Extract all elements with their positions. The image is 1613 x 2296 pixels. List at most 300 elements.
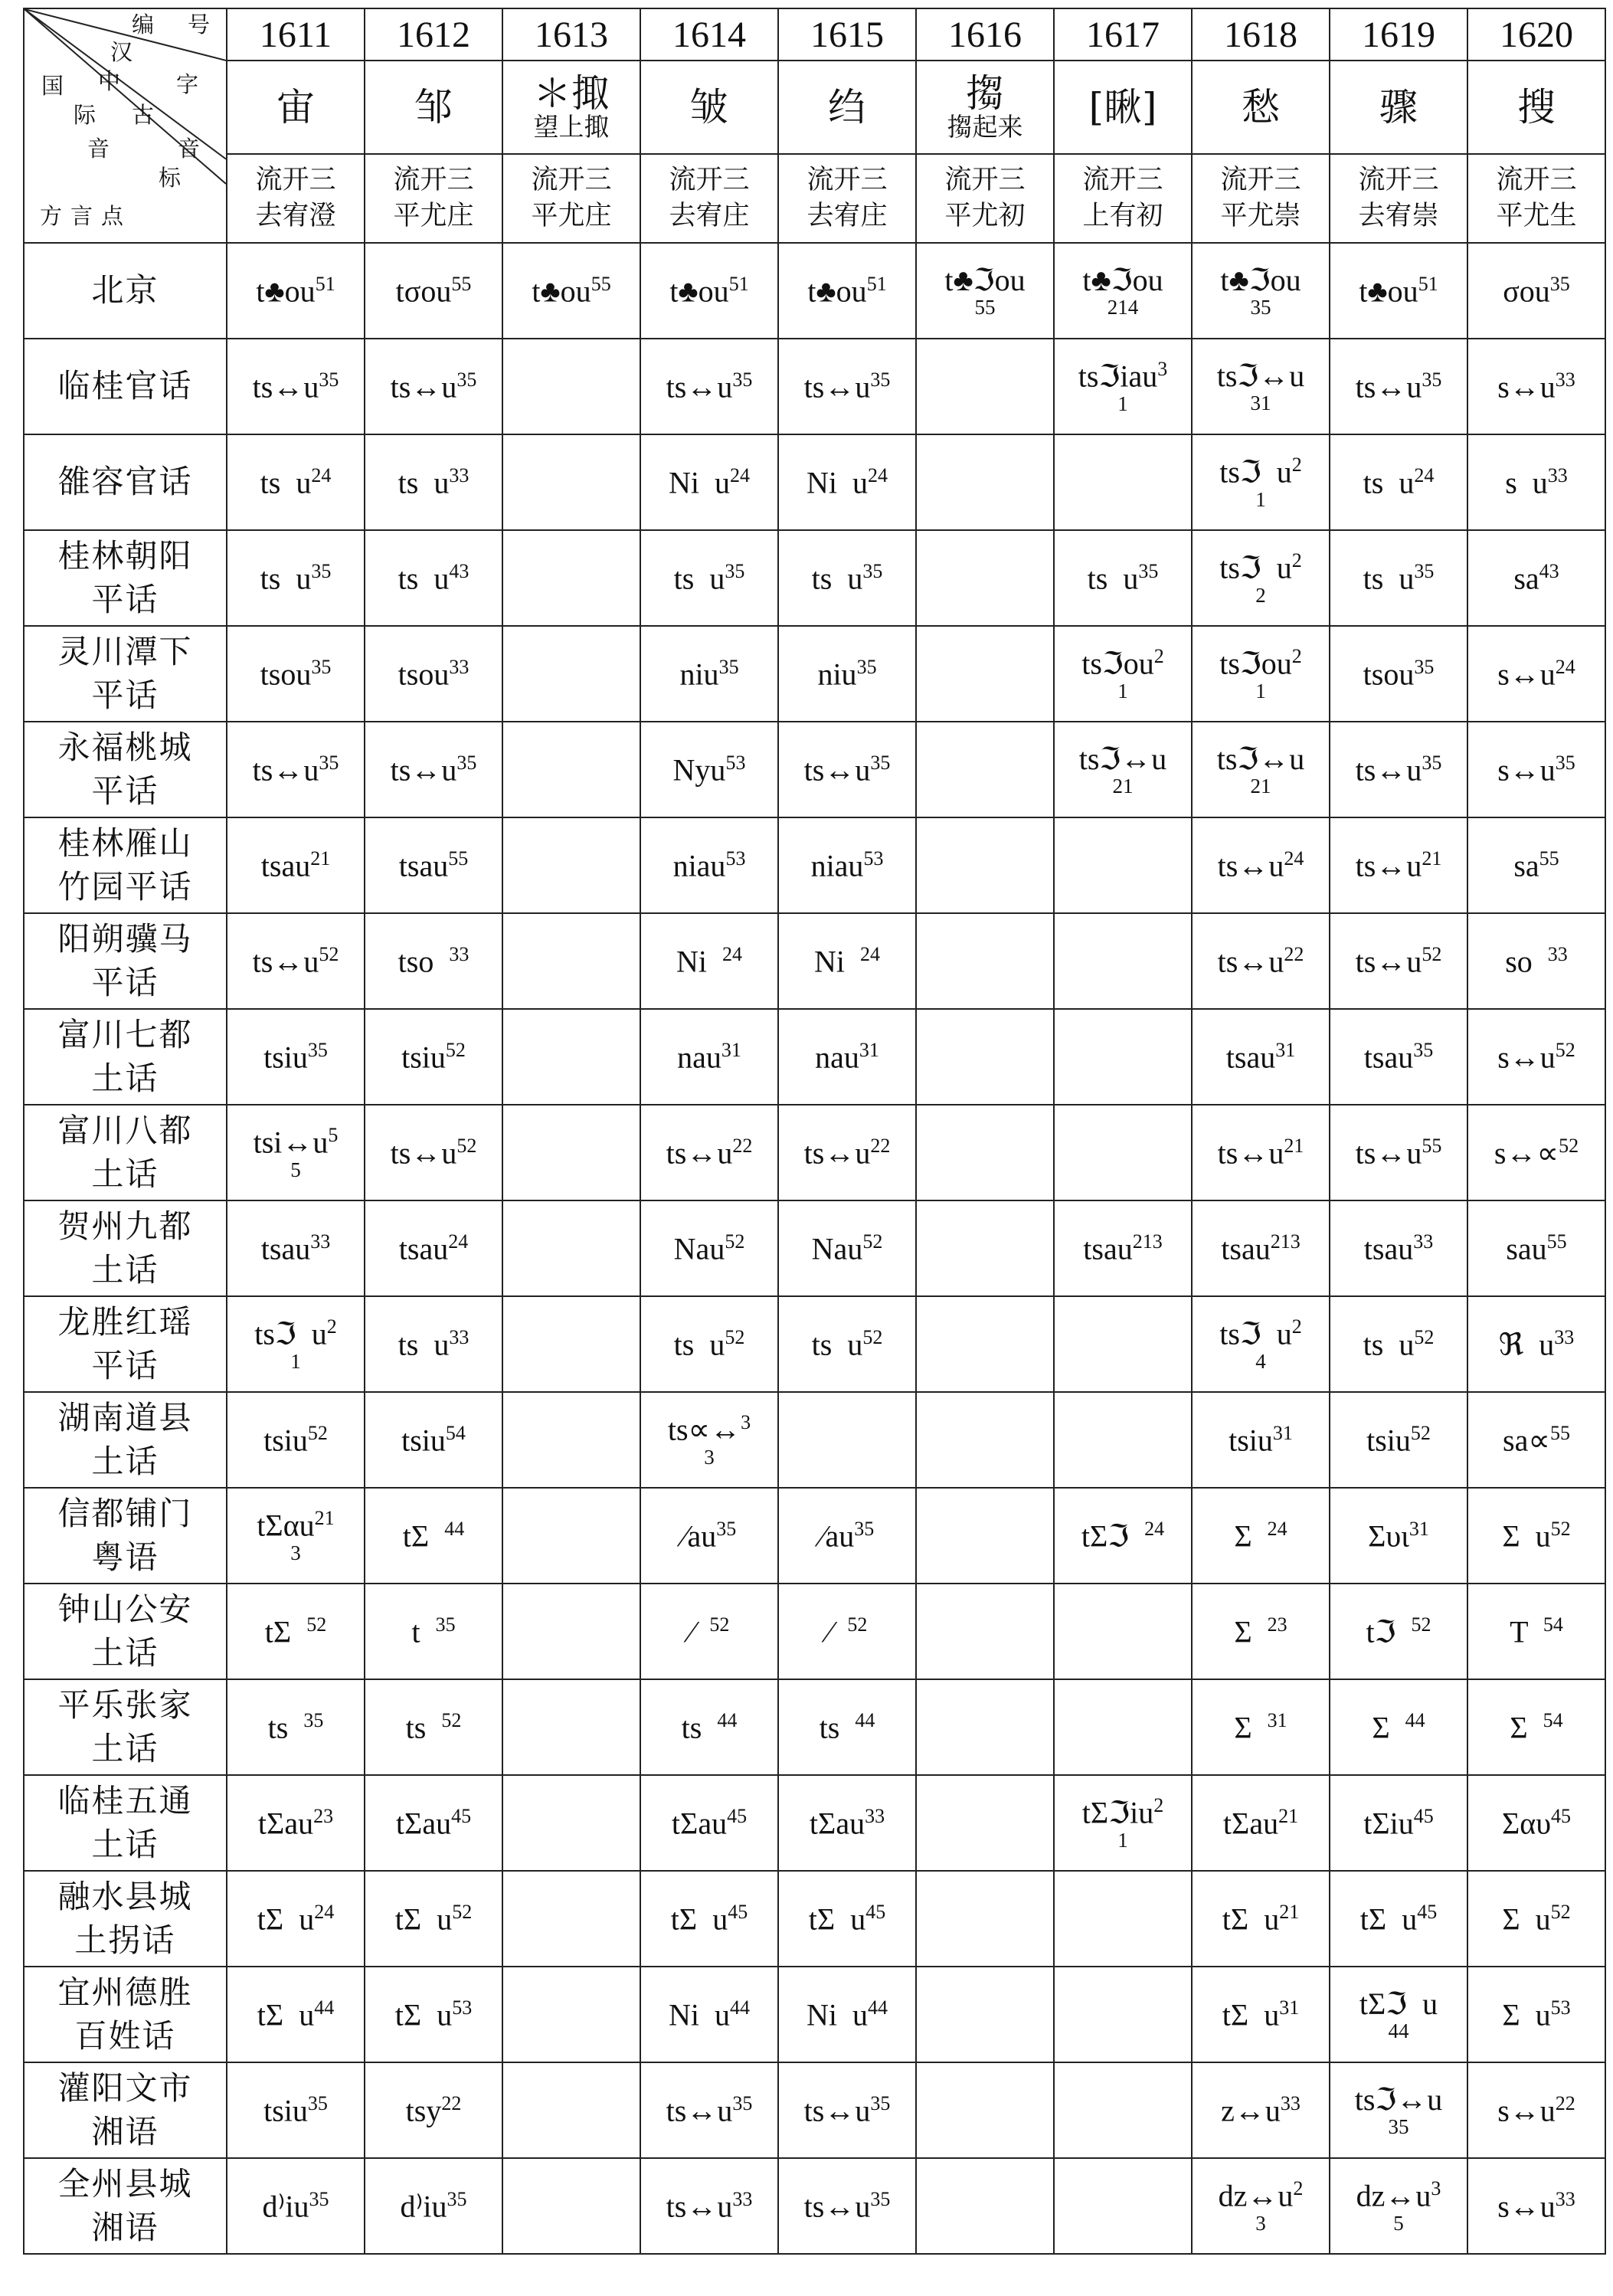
pronunciation-line — [779, 273, 915, 308]
pronunciation-line — [1468, 1997, 1605, 2032]
pronunciation-line — [779, 848, 915, 883]
pronunciation-cell — [227, 1105, 365, 1200]
ipa-transcription: tsℑ u — [1219, 550, 1292, 585]
tone-number: 35 — [435, 1613, 456, 1636]
character-glyph: 皱 — [690, 84, 728, 129]
pronunciation-cell — [227, 1679, 365, 1775]
pronunciation-line — [227, 465, 364, 499]
pronunciation-line — [779, 1997, 915, 2032]
ipa-transcription: Ni — [676, 944, 722, 979]
ipa-transcription: ts↔u — [803, 752, 871, 788]
pronunciation-line — [779, 752, 915, 787]
pronunciation-line — [1330, 2178, 1467, 2212]
entry-number: 1619 — [1330, 8, 1467, 61]
pronunciation-cell — [1467, 434, 1605, 530]
ipa-transcription: ts↔u — [1355, 752, 1422, 788]
entry-number: 1618 — [1192, 8, 1330, 61]
ipa-transcription: tsau — [260, 848, 311, 883]
character-note: 望上掫 — [533, 112, 610, 142]
pronunciation-cell — [365, 530, 502, 626]
pronunciation-line — [641, 2189, 777, 2223]
entry-number: 1617 — [1054, 8, 1192, 61]
pronunciation-line — [641, 1327, 777, 1361]
ipa-transcription: ts↔u — [390, 752, 457, 788]
pronunciation-cell — [778, 817, 916, 913]
dialect-row — [24, 243, 1605, 339]
middle-chinese-category — [1330, 154, 1467, 243]
tone-number: 52 — [445, 1038, 466, 1061]
ipa-transcription: Σ — [1372, 1710, 1405, 1745]
dialect-row — [24, 1392, 1605, 1488]
tone-number: 21 — [1279, 1900, 1300, 1923]
tone-number-wrapped: 1 — [1255, 679, 1266, 703]
tone-number: 44 — [717, 1708, 738, 1731]
pronunciation-line — [641, 1518, 777, 1553]
pronunciation-cell — [227, 722, 365, 817]
location-line: 富川八都 — [57, 1111, 193, 1149]
pronunciation-cell — [1330, 530, 1467, 626]
pronunciation-cell — [1330, 626, 1467, 722]
tone-number: 52 — [725, 1230, 745, 1253]
pronunciation-cell — [365, 817, 502, 913]
pronunciation-cell — [1054, 1775, 1192, 1871]
pronunciation-cell — [502, 1871, 640, 1967]
tone-number: 55 — [1546, 1230, 1567, 1253]
ipa-transcription: dz↔u — [1356, 2178, 1431, 2213]
pronunciation-cell — [1467, 1967, 1605, 2062]
tone-number: 35 — [311, 655, 332, 678]
tone-number: 35 — [309, 2187, 329, 2210]
location-line: 雒容官话 — [57, 463, 193, 501]
ipa-transcription: Σ u — [1502, 1901, 1551, 1937]
pronunciation-cell — [365, 339, 502, 434]
pronunciation-cell — [502, 626, 640, 722]
pronunciation-cell — [916, 722, 1054, 817]
pronunciation-line — [1193, 1614, 1329, 1649]
ipa-transcription: s↔∝ — [1494, 1135, 1559, 1171]
pronunciation-line — [641, 657, 777, 691]
pronunciation-cell — [778, 1584, 916, 1679]
pronunciation-cell — [1330, 817, 1467, 913]
tone-number: 35 — [311, 559, 332, 582]
character-glyph: [瞅] — [1088, 84, 1157, 129]
pronunciation-line — [1468, 1710, 1605, 1744]
corner-label: 号 — [188, 11, 211, 38]
pronunciation-cell — [916, 913, 1054, 1009]
tone-number: 55 — [591, 272, 611, 295]
pronunciation-line — [1330, 1614, 1467, 1649]
pronunciation-cell — [1330, 434, 1467, 530]
tone-number: 31 — [1279, 1996, 1300, 2019]
pronunciation-line — [365, 1423, 502, 1457]
tone-number: 35 — [307, 2091, 328, 2114]
dialect-row — [24, 1488, 1605, 1584]
category-line: 流开三 — [1358, 164, 1439, 195]
tone-number: 52 — [1559, 1134, 1579, 1157]
pronunciation-cell — [227, 1488, 365, 1584]
pronunciation-line — [779, 1135, 915, 1170]
pronunciation-line — [779, 465, 915, 499]
ipa-transcription: ts u — [398, 561, 450, 596]
middle-chinese-category — [1054, 154, 1192, 243]
tone-number: 54 — [1543, 1708, 1563, 1731]
pronunciation-cell — [916, 1392, 1054, 1488]
tone-number: 24 — [722, 942, 742, 965]
ipa-transcription: tΣiu — [1363, 1806, 1414, 1841]
pronunciation-cell — [778, 1967, 916, 2062]
ipa-transcription: s u — [1505, 465, 1548, 500]
pronunciation-line — [227, 2189, 364, 2223]
pronunciation-cell — [1330, 913, 1467, 1009]
ipa-transcription: tΣau — [809, 1806, 865, 1841]
ipa-transcription: Σ — [1234, 1710, 1268, 1745]
pronunciation-cell — [778, 2158, 916, 2254]
pronunciation-cell — [640, 434, 778, 530]
pronunciation-line — [1330, 944, 1467, 978]
pronunciation-cell — [365, 1584, 502, 1679]
ipa-transcription: tsiu — [263, 1423, 308, 1458]
pronunciation-cell — [1467, 339, 1605, 434]
ipa-transcription: dz↔u — [1218, 2178, 1294, 2213]
pronunciation-cell — [640, 1775, 778, 1871]
pronunciation-line — [227, 1316, 364, 1351]
ipa-transcription: tsℑou — [1081, 646, 1154, 681]
pronunciation-line — [1193, 1316, 1329, 1351]
pronunciation-cell — [1330, 722, 1467, 817]
pronunciation-cell — [1192, 530, 1330, 626]
ipa-transcription: tΣau — [257, 1806, 314, 1841]
pronunciation-cell — [502, 530, 640, 626]
tone-number: 52 — [862, 1230, 883, 1253]
tone-number: 24 — [1284, 847, 1304, 870]
ipa-transcription: sa — [1513, 848, 1539, 883]
pronunciation-line — [1055, 561, 1191, 595]
pronunciation-cell — [502, 1392, 640, 1488]
dialect-location — [24, 1584, 227, 1679]
location-line: 平话 — [91, 771, 159, 810]
ipa-transcription: tΣ u — [394, 1997, 453, 2032]
pronunciation-line — [641, 1614, 777, 1649]
pronunciation-cell — [1467, 722, 1605, 817]
tone-number: 2 — [1153, 1794, 1164, 1817]
tone-number: 55 — [1539, 847, 1559, 870]
ipa-transcription: tsou — [260, 657, 312, 692]
pronunciation-cell — [365, 913, 502, 1009]
ipa-transcription: tsiu — [1229, 1423, 1273, 1458]
entry-character — [916, 61, 1054, 154]
pronunciation-line — [227, 273, 364, 308]
location-line: 临桂五通 — [57, 1781, 193, 1819]
pronunciation-line — [1468, 1518, 1605, 1553]
ipa-transcription: tso — [398, 944, 450, 979]
location-line: 龙胜红瑶 — [57, 1302, 193, 1341]
category-line: 去宥崇 — [1358, 201, 1439, 231]
location-line: 灵川潭下 — [57, 632, 193, 670]
pronunciation-line — [641, 273, 777, 308]
ipa-transcription: ts↔u — [252, 944, 319, 979]
character-note: 搊起来 — [947, 112, 1023, 142]
ipa-transcription: tsiu — [1366, 1423, 1411, 1458]
pronunciation-line — [1330, 2083, 1467, 2117]
pronunciation-line — [1193, 1231, 1329, 1266]
character-glyph: 骤 — [1379, 84, 1418, 129]
location-line: 全州县城 — [57, 2164, 193, 2203]
pronunciation-cell — [227, 626, 365, 722]
pronunciation-cell — [778, 1392, 916, 1488]
pronunciation-line — [1193, 1423, 1329, 1457]
pronunciation-cell — [1054, 1009, 1192, 1105]
pronunciation-cell — [1054, 1200, 1192, 1296]
corner-label: 音 — [87, 136, 110, 162]
location-line: 竹园平话 — [57, 867, 193, 906]
pronunciation-cell — [1467, 1871, 1605, 1967]
pronunciation-cell — [1192, 817, 1330, 913]
tone-number: 35 — [1422, 368, 1442, 391]
pronunciation-cell — [502, 1679, 640, 1775]
tone-number: 33 — [310, 1230, 331, 1253]
tone-number: 33 — [1554, 1325, 1575, 1348]
ipa-transcription: so — [1505, 944, 1548, 979]
location-line: 平话 — [91, 963, 159, 1001]
ipa-transcription: ts↔u — [666, 2093, 733, 2128]
pronunciation-cell — [227, 1775, 365, 1871]
pronunciation-cell — [1192, 1105, 1330, 1200]
ipa-transcription: ts u — [673, 561, 725, 596]
tone-number: 24 — [314, 1900, 335, 1923]
pronunciation-cell — [365, 434, 502, 530]
tone-number: 24 — [448, 1230, 469, 1253]
tone-number: 33 — [1555, 368, 1575, 391]
pronunciation-cell — [640, 1392, 778, 1488]
pronunciation-cell — [1192, 1679, 1330, 1775]
pronunciation-line — [641, 1901, 777, 1936]
pronunciation-cell — [916, 434, 1054, 530]
ipa-transcription: ts u — [1363, 465, 1415, 500]
tone-number: 33 — [449, 1325, 470, 1348]
location-line: 土话 — [91, 1729, 159, 1767]
pronunciation-line — [365, 1710, 502, 1744]
corner-label: 古 — [132, 102, 155, 128]
tone-number: 45 — [865, 1900, 886, 1923]
pronunciation-cell — [1467, 817, 1605, 913]
tone-number: 52 — [307, 1421, 328, 1444]
pronunciation-line — [1193, 1997, 1329, 2032]
ipa-transcription: t♣ou — [807, 273, 867, 309]
ipa-transcription: ⁄au — [682, 1518, 717, 1554]
pronunciation-line — [1468, 657, 1605, 691]
pronunciation-cell — [502, 434, 640, 530]
pronunciation-line — [227, 657, 364, 691]
pronunciation-line — [1330, 561, 1467, 595]
ipa-transcription: Σ u — [1502, 1518, 1551, 1554]
dialect-row — [24, 1105, 1605, 1200]
pronunciation-line — [1055, 1795, 1191, 1829]
pronunciation-line — [1193, 1518, 1329, 1553]
tone-number: 52 — [452, 1900, 473, 1923]
tone-number: 21 — [1422, 847, 1442, 870]
pronunciation-cell — [778, 339, 916, 434]
corner-label: 国 — [41, 73, 64, 99]
pronunciation-line — [779, 2189, 915, 2223]
location-line: 桂林朝阳 — [57, 536, 193, 575]
tone-number: 2 — [1291, 454, 1302, 477]
pronunciation-cell — [365, 2158, 502, 2254]
pronunciation-line — [1468, 1135, 1605, 1170]
dialect-row — [24, 1679, 1605, 1775]
ipa-transcription: ts u — [1087, 561, 1139, 596]
ipa-transcription: Σ — [1234, 1614, 1268, 1649]
pronunciation-line — [641, 1412, 777, 1446]
pronunciation-line — [365, 1997, 502, 2032]
ipa-transcription: Ni — [814, 944, 860, 979]
pronunciation-cell — [1192, 2158, 1330, 2254]
location-line: 钟山公安 — [57, 1590, 193, 1628]
pronunciation-line — [1193, 1710, 1329, 1744]
pronunciation-cell — [916, 2158, 1054, 2254]
pronunciation-cell — [1330, 1296, 1467, 1392]
tone-number: 45 — [728, 1900, 748, 1923]
pronunciation-cell — [640, 243, 778, 339]
pronunciation-cell — [1054, 1105, 1192, 1200]
pronunciation-line — [1468, 944, 1605, 978]
tone-number: 2 — [1153, 645, 1164, 668]
tone-number-wrapped: 35 — [1388, 2115, 1409, 2138]
pronunciation-cell — [227, 1009, 365, 1105]
pronunciation-cell — [227, 530, 365, 626]
ipa-transcription: tsiu — [263, 2093, 308, 2128]
pronunciation-line — [779, 369, 915, 404]
corner-label: 汉 — [110, 39, 133, 65]
pronunciation-cell — [1192, 1200, 1330, 1296]
dialect-row — [24, 1775, 1605, 1871]
pronunciation-cell — [916, 1775, 1054, 1871]
pronunciation-line — [779, 2093, 915, 2127]
pronunciation-cell — [1330, 1488, 1467, 1584]
character-glyph: ＊掫 — [533, 70, 610, 116]
pronunciation-cell — [640, 1296, 778, 1392]
middle-chinese-category — [1192, 154, 1330, 243]
tone-number: 21 — [310, 847, 331, 870]
tone-number-wrapped: 1 — [290, 1349, 301, 1373]
ipa-transcription: nau — [677, 1040, 721, 1075]
ipa-transcription: ts — [681, 1710, 718, 1745]
pronunciation-line — [1193, 454, 1329, 489]
tone-number-wrapped: 1 — [1117, 1828, 1128, 1852]
pronunciation-cell — [778, 243, 916, 339]
pronunciation-line — [227, 1423, 364, 1457]
ipa-transcription: ts u — [260, 561, 312, 596]
entry-character — [365, 61, 502, 154]
pronunciation-line — [1193, 359, 1329, 393]
ipa-transcription: tsau — [260, 1231, 311, 1266]
table-body — [24, 8, 1605, 2254]
ipa-transcription: Nau — [811, 1231, 863, 1266]
character-glyph: 邹 — [414, 84, 453, 129]
pronunciation-line — [365, 1327, 502, 1361]
ipa-transcription: ts u — [260, 465, 312, 500]
tone-number-wrapped: 214 — [1107, 296, 1139, 319]
pronunciation-cell — [916, 1296, 1054, 1392]
ipa-transcription: ts↔u — [1217, 1135, 1284, 1171]
pronunciation-cell — [640, 1679, 778, 1775]
tone-number: 35 — [303, 1708, 324, 1731]
pronunciation-line — [1055, 742, 1191, 776]
pronunciation-cell — [916, 339, 1054, 434]
pronunciation-cell — [640, 1488, 778, 1584]
tone-number: 31 — [1272, 1421, 1293, 1444]
pronunciation-cell — [365, 1679, 502, 1775]
pronunciation-cell — [640, 913, 778, 1009]
pronunciation-cell — [365, 243, 502, 339]
category-line: 流开三 — [1496, 164, 1577, 195]
pronunciation-line — [365, 2093, 502, 2127]
dialect-location — [24, 434, 227, 530]
pronunciation-line — [1330, 1806, 1467, 1840]
tone-number: 33 — [865, 1804, 885, 1827]
tone-number: 51 — [1418, 272, 1438, 295]
ipa-transcription: tΣ u — [1222, 1997, 1280, 2032]
pronunciation-cell — [640, 1105, 778, 1200]
tone-number: 35 — [870, 751, 891, 774]
pronunciation-cell — [227, 1967, 365, 2062]
location-line: 宜州德胜 — [57, 1973, 193, 2011]
tone-number-wrapped: 21 — [1250, 775, 1271, 798]
pronunciation-cell — [1054, 1967, 1192, 2062]
tone-number: 24 — [1555, 655, 1575, 678]
pronunciation-cell — [1467, 1200, 1605, 1296]
pronunciation-line — [503, 273, 640, 308]
ipa-transcription: tℑ — [1366, 1614, 1412, 1649]
pronunciation-cell — [365, 1488, 502, 1584]
corner-label: 字 — [176, 71, 199, 97]
pronunciation-cell — [1467, 1488, 1605, 1584]
ipa-transcription: tΣ u — [1359, 1901, 1418, 1937]
tone-number-wrapped: 21 — [1112, 775, 1134, 798]
ipa-transcription: tΣ u — [394, 1901, 453, 1937]
pronunciation-line — [641, 944, 777, 978]
tone-number-wrapped: 35 — [1250, 296, 1271, 319]
ipa-transcription: t♣ℑou — [944, 263, 1026, 297]
tone-number: 52 — [1550, 1900, 1571, 1923]
dialect-location — [24, 2062, 227, 2158]
pronunciation-cell — [1054, 1871, 1192, 1967]
pronunciation-cell — [778, 1775, 916, 1871]
tone-number: 23 — [313, 1804, 334, 1827]
pronunciation-line — [227, 1125, 364, 1159]
pronunciation-line — [779, 1040, 915, 1074]
location-line: 土话 — [91, 1633, 159, 1672]
pronunciation-cell — [778, 434, 916, 530]
tone-number: 44 — [730, 1996, 750, 2019]
tone-number: 51 — [728, 272, 749, 295]
category-line: 去宥澄 — [255, 201, 336, 231]
pronunciation-cell — [640, 1009, 778, 1105]
pronunciation-line — [1468, 273, 1605, 308]
dialect-location — [24, 339, 227, 434]
tone-number: 43 — [449, 559, 470, 582]
tone-number: 2 — [1291, 549, 1302, 572]
pronunciation-line — [365, 273, 502, 308]
pronunciation-line — [227, 944, 364, 978]
pronunciation-cell — [1054, 243, 1192, 339]
ipa-transcription: ts — [405, 1710, 442, 1745]
pronunciation-line — [365, 1806, 502, 1840]
pronunciation-cell — [1192, 339, 1330, 434]
header-mc-row — [24, 154, 1605, 243]
ipa-transcription: Ni u — [806, 1997, 868, 2032]
ipa-transcription: t♣ou — [1359, 273, 1418, 309]
pronunciation-cell — [1054, 626, 1192, 722]
